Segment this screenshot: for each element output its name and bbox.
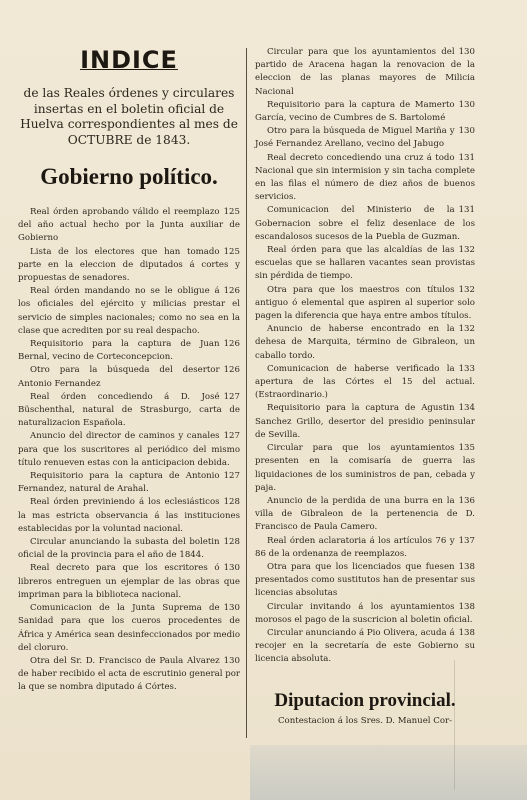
diputacion-first-line: Contestacion á los Sres. D. Manuel Cor- <box>277 716 453 726</box>
entry-text: Otra del Sr. D. Francisco de Paula Alvarez de haber recibido el acta de escrutinio general por la que se nombra diputado á Córtes. <box>18 655 240 693</box>
entry-page-number: 132 <box>458 245 475 256</box>
index-entry <box>255 125 475 151</box>
entry-page-number: 138 <box>458 601 475 612</box>
entry-text: Lista de los electores que han tomado parte en la eleccion de diputados á cortes y propuestas de senadores. <box>18 246 240 284</box>
index-entry <box>255 627 475 667</box>
index-entry <box>255 363 475 403</box>
entry-page-number: 125 <box>223 246 240 257</box>
entry-page-number: 131 <box>458 205 475 216</box>
entry-text: Anuncio de la perdida de una burra en la villa de Gibraleon de la pertenencia de D. Francisco de Paula Camero. <box>255 495 475 533</box>
entry-text: Real decreto concediendo una cruz á todo Nacional que sin intermision y sin tacha complete en las filas el número de diez años de buenos servicios. <box>255 152 475 203</box>
index-entry <box>18 562 240 602</box>
entry-page-number: 138 <box>458 561 475 572</box>
entry-text: Real órden concediendo á D. José Büschenthal, natural de Strasburgo, carta de naturalizacion Española. <box>18 391 240 429</box>
entry-text: Otra para que los licenciados que fuesen presentados como sustitutos han de presentar sus licencias absolutas <box>255 561 475 599</box>
entry-text: Otra para que los maestros con títulos antiguo ó elemental que aspiren al superior solo pagen la diferencia que haya entre ambos títulos. <box>255 284 475 322</box>
entry-text: Circular para que los ayuntamientos presenten en la comisaría de guerra las liquidaciones de los suministros de pan, cebada y paja. <box>255 443 475 493</box>
entry-text: Circular para que los ayuntamientos del partido de Aracena hagan la renovacion de la eleccion de las planas mayores de Milicia Nacional <box>255 47 475 97</box>
entry-page-number: 128 <box>223 497 240 508</box>
left-entry-list <box>18 206 240 695</box>
index-entry <box>255 323 475 363</box>
entry-page-number: 137 <box>458 535 475 546</box>
index-entry <box>18 206 240 246</box>
index-title: INDICE <box>80 46 178 74</box>
entry-text: Comunicacion de haberse verificado la apertura de las Córtes el 15 del actual. (Estraordinario.) <box>255 363 475 401</box>
entry-page-number: 132 <box>458 284 475 295</box>
entry-page-number: 136 <box>458 495 475 506</box>
index-entry <box>255 442 475 495</box>
entry-text: Circular anunciando la subasta del boletin oficial de la provincia para el año de 1844. <box>18 537 220 561</box>
entry-page-number: 128 <box>223 537 240 548</box>
column-divider <box>246 48 247 738</box>
entry-text: Requisitorio para la captura de Juan Bernal, vecino de Corteconcepcion. <box>18 339 220 363</box>
entry-text: Real órden para que las alcaldías de las escuelas que se hallaren vacantes sean provistas sin pérdida de tiempo. <box>255 245 475 282</box>
index-entry <box>255 561 475 601</box>
entry-text: Real órden aclaratoria á los artículos 76 y 86 de la ordenanza de reemplazos. <box>255 535 455 559</box>
index-entry <box>18 364 240 390</box>
index-entry <box>255 495 475 535</box>
entry-text: Real órden previniendo á los eclesiásticos la mas estricta observancia á las instituciones establecidas por la voluntad nacional. <box>18 497 240 534</box>
index-entry <box>18 470 240 496</box>
entry-text: Comunicacion del Ministerio de la Gobernacion sobre el feliz desenlace de los escandalosos sucesos de la Puebla de Guzman. <box>255 205 475 242</box>
entry-page-number: 130 <box>223 563 240 574</box>
entry-text: Otro para la búsqueda del desertor Antonio Fernandez <box>18 365 220 389</box>
entry-page-number: 130 <box>223 603 240 614</box>
entry-text: Otro para la búsqueda de Miguel Mariña y José Fernandez Arellano, vecino del Jabugo <box>255 126 455 150</box>
index-entry <box>18 655 240 695</box>
entry-text: Circular anunciando á Pio Olivera, acuda á recojer en la secretaría de este Gobierno su licencia absoluta. <box>255 627 475 665</box>
index-entry <box>255 402 475 442</box>
entry-page-number: 130 <box>458 47 475 57</box>
entry-page-number: 138 <box>458 627 475 638</box>
index-entry <box>255 601 475 627</box>
entry-page-number: 126 <box>223 339 240 350</box>
index-entry <box>255 204 475 244</box>
entry-text: Requisitorio para la captura de Agustin Sanchez Grillo, desertor del presidio peninsular de Sevilla. <box>255 403 475 440</box>
index-entry <box>255 46 475 99</box>
archive-watermark <box>454 660 515 790</box>
index-entry <box>18 536 240 562</box>
entry-text: Requisitorio para la captura de Antonio Fernandez, natural de Arahal. <box>18 471 220 495</box>
entry-page-number: 130 <box>458 126 475 137</box>
index-entry <box>18 285 240 338</box>
entry-page-number: 135 <box>458 443 475 454</box>
entry-page-number: 125 <box>223 207 240 217</box>
index-entry <box>255 244 475 284</box>
index-intro: de las Reales órdenes y circulares insertas en el boletin oficial de Huelva correspondientes al mes de OCTUBRE de 1843. <box>20 86 238 147</box>
section-title-gobierno: Gobierno político. <box>40 164 218 189</box>
entry-text: Anuncio del director de caminos y canales para que los suscritores al periódico del mismo título renueven estas con la anticipacion debida. <box>18 431 240 468</box>
entry-page-number: 134 <box>458 403 475 414</box>
index-entry <box>18 246 240 286</box>
right-entry-list <box>255 46 475 667</box>
entry-text: Circular invitando á los ayuntamientos morosos el pago de la suscricion al boletin oficial. <box>255 601 473 625</box>
index-entry <box>18 391 240 431</box>
entry-page-number: 126 <box>223 286 240 297</box>
entry-page-number: 127 <box>223 471 240 482</box>
index-entry <box>255 99 475 125</box>
entry-page-number: 127 <box>223 391 240 402</box>
entry-page-number: 127 <box>223 431 240 442</box>
index-entry <box>255 284 475 324</box>
entry-page-number: 133 <box>458 363 475 374</box>
entry-text: Real órden aprobando válido el reemplazo del año actual hecho por la Junta auxiliar de Gobierno <box>18 207 240 244</box>
entry-page-number: 130 <box>223 655 240 666</box>
index-entry <box>18 496 240 536</box>
entry-text: Real decreto para que los escritores ó libreros entreguen un ejemplar de las obras que impriman para la biblioteca nacional. <box>18 563 240 600</box>
index-entry <box>18 430 240 470</box>
entry-page-number: 126 <box>223 365 240 376</box>
entry-text: Comunicacion de la Junta Suprema de Sanidad para que los cueros procedentes de África y América sean desinfeccionados por medio del cloruro. <box>18 603 240 653</box>
entry-page-number: 131 <box>458 152 475 163</box>
section-title-diputacion: Diputacion provincial. <box>274 690 456 711</box>
index-entry <box>18 338 240 364</box>
entry-text: Requisitorio para la captura de Mamerto García, vecino de Cumbres de S. Bartolomé <box>255 99 455 124</box>
entry-page-number: 132 <box>458 324 475 335</box>
entry-page-number: 130 <box>458 99 475 110</box>
index-entry <box>255 535 475 561</box>
index-entry <box>18 602 240 655</box>
entry-text: Real órden mandando no se le obligue á los oficiales del ejército y milicias prestar el servicio de simples nacionales; como no sea en la clase que acrediten por su real despacho. <box>18 286 240 336</box>
entry-text: Anuncio de haberse encontrado en la dehesa de Marquita, término de Gibraleon, un caballo tordo. <box>255 324 475 361</box>
index-entry <box>255 152 475 205</box>
